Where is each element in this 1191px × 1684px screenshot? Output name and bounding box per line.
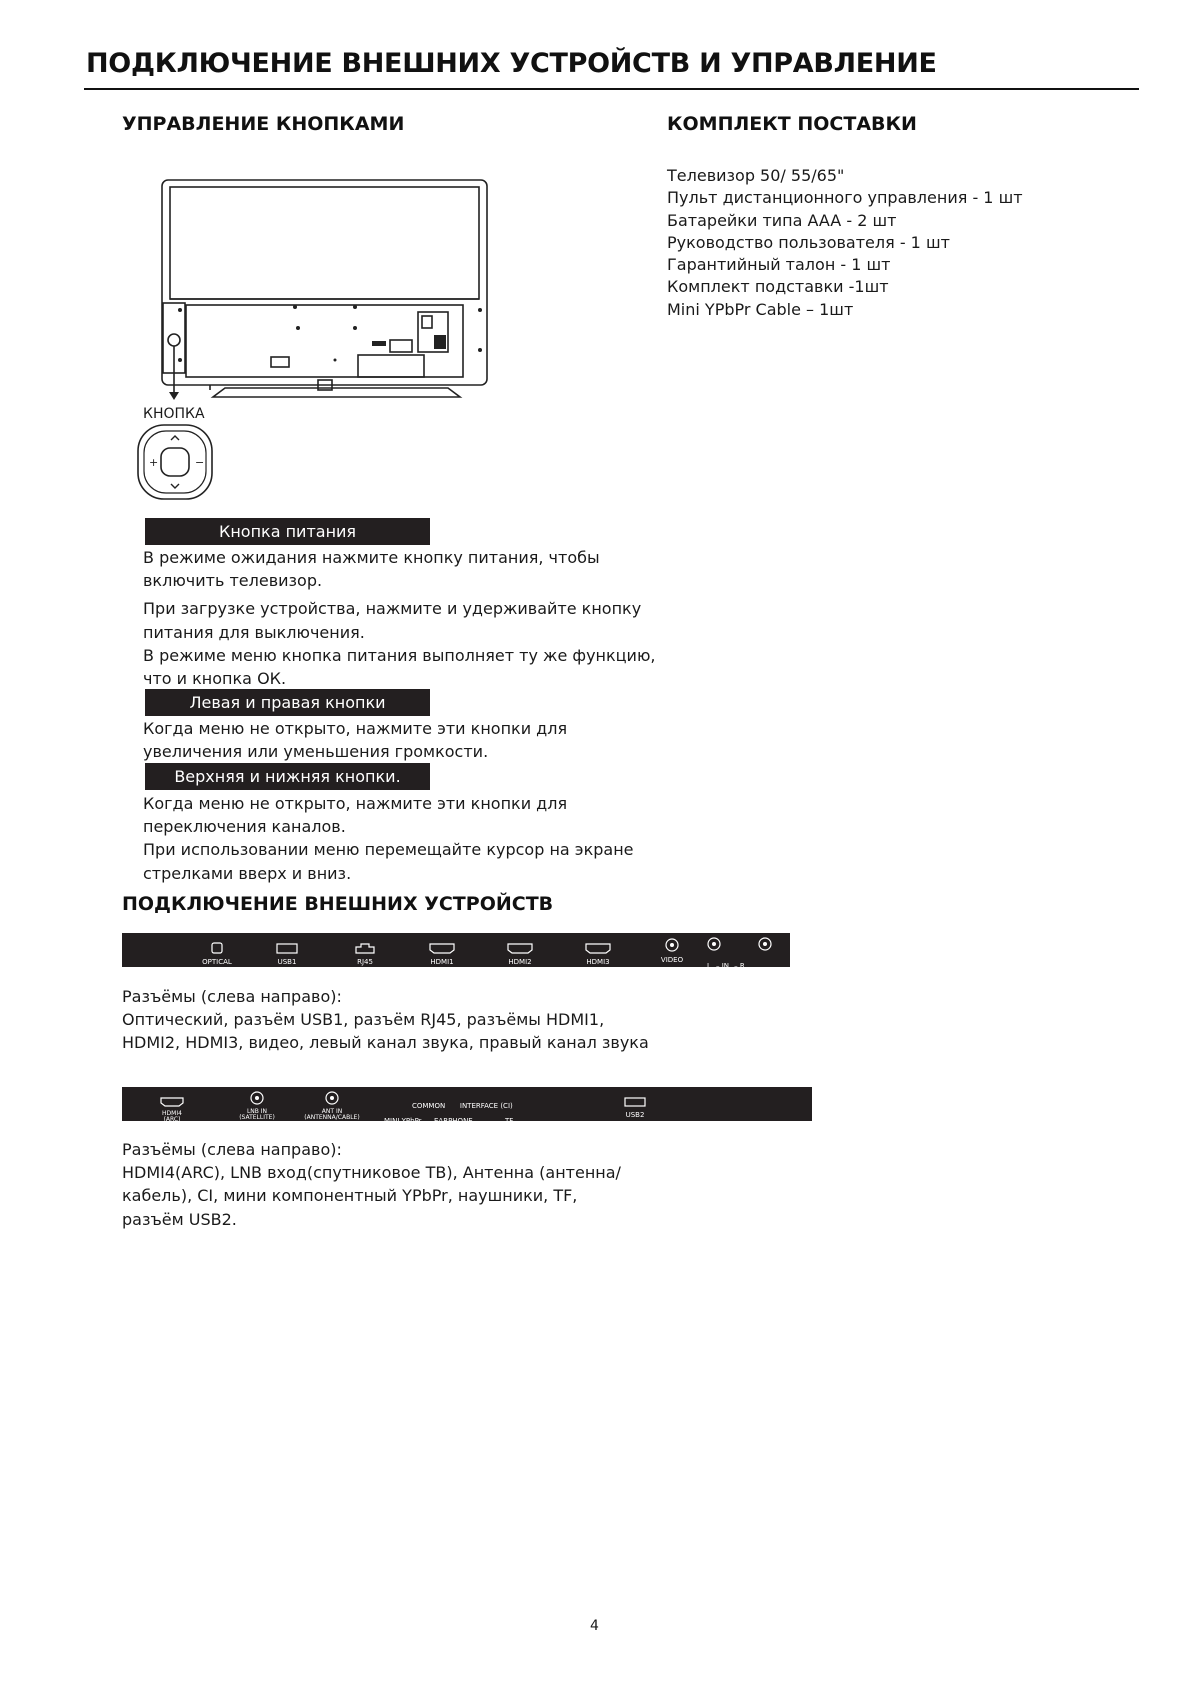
rca-jack-icon [707, 937, 721, 951]
text-line: переключения каналов. [143, 817, 346, 837]
ant-in-port [297, 1090, 367, 1121]
port-label: (SATELLITE) [239, 1114, 275, 1121]
text-line: При использовании меню перемещайте курсор на экране [143, 840, 634, 860]
svg-text:−: − [195, 456, 205, 469]
hdmi3-port [578, 939, 618, 966]
coax-jack-icon [250, 1091, 264, 1105]
hdmi2-port [500, 939, 540, 966]
usb2-port [615, 1092, 655, 1119]
port-label: LNB IN [246, 1108, 268, 1115]
port-label: HDMI4 [162, 1110, 182, 1117]
port-label: VIDEO [660, 956, 684, 964]
connector-panel-2 [122, 1087, 812, 1125]
connections-heading: ПОДКЛЮЧЕНИЕ ВНЕШНИХ УСТРОЙСТВ [122, 893, 554, 915]
port-label: HDMI3 [586, 958, 610, 966]
list-item: Телевизор 50/ 55/65" [667, 166, 845, 185]
text-line: HDMI4(ARC), LNB вход(спутниковое ТВ), Антенна (антенна/ [122, 1163, 621, 1183]
port-label: (ANTENNA/CABLE) [304, 1114, 360, 1121]
rj45-port [345, 939, 385, 966]
list-item: Гарантийный талон - 1 шт [667, 255, 891, 275]
left-right-buttons-bar: Левая и правая кнопки [145, 689, 430, 716]
list-item: Комплект подставки -1шт [667, 277, 889, 297]
port-label: OPTICAL [202, 958, 232, 966]
video-port [652, 937, 692, 964]
audio-in-label: L – IN – R [707, 962, 745, 970]
optical-port-icon [211, 942, 223, 954]
text-line: увеличения или уменьшения громкости. [143, 742, 489, 762]
text-line: Разъёмы (слева направо): [122, 987, 342, 1006]
optical-port [192, 939, 242, 966]
usb-port-icon [276, 942, 298, 954]
port-label: USB2 [625, 1111, 645, 1119]
list-item: Пульт дистанционного управления - 1 шт [667, 188, 1023, 208]
hdmi-port-icon [585, 942, 611, 954]
text-line: разъём USB2. [122, 1209, 237, 1229]
hdmi-port-icon [507, 942, 533, 954]
up-down-buttons-bar: Верхняя и нижняя кнопки. [145, 763, 430, 790]
text-line: В режиме ожидания нажмите кнопку питания, чтобы [143, 548, 600, 567]
usb-port-icon [624, 1097, 646, 1107]
text-line: В режиме меню кнопка питания выполняет ту же функцию, [143, 645, 656, 665]
left-right-buttons-text [143, 717, 643, 763]
text-line: питания для выключения. [143, 622, 365, 642]
common-interface-label: COMMON INTERFACE (CI) [412, 1102, 513, 1110]
list-item: Руководство пользователя - 1 шт [667, 232, 950, 252]
package-heading: КОМПЛЕКТ ПОСТАВКИ [667, 113, 917, 135]
hdmi-port-icon [429, 942, 455, 954]
text-line: стрелками вверх и вниз. [143, 863, 352, 883]
package-list [667, 165, 1023, 321]
port-label: RJ45 [357, 958, 373, 966]
svg-text:+: + [149, 456, 159, 469]
port-label: ANT IN [321, 1108, 343, 1115]
usb1-port [267, 939, 307, 966]
text-line: Оптический, разъём USB1, разъём RJ45, разъёмы HDMI1, [122, 1010, 605, 1030]
text-line: Разъёмы (слева направо): [122, 1140, 342, 1159]
panel-2-description [122, 1138, 622, 1231]
up-down-buttons-text [143, 792, 643, 885]
button-label: КНОПКА [143, 406, 205, 422]
text-line: При загрузке устройства, нажмите и удерживайте кнопку [143, 599, 642, 619]
port-label: USB1 [277, 958, 297, 966]
text-line: HDMI2, HDMI3, видео, левый канал звука, правый канал звука [122, 1033, 649, 1053]
tv-rear-illustration [150, 175, 500, 415]
list-item: Батарейки типа AAA - 2 шт [667, 210, 897, 230]
port-label: HDMI1 [430, 958, 454, 966]
earphone-label: EARPHONE [434, 1117, 473, 1125]
lnb-in-port [232, 1090, 282, 1121]
port-label: (ARC) [163, 1116, 181, 1123]
text-line: Когда меню не открыто, нажмите эти кнопки для [143, 794, 568, 813]
hdmi-port-icon [160, 1097, 184, 1107]
title-rule [84, 88, 1139, 90]
port-label: HDMI2 [508, 958, 532, 966]
page-title: ПОДКЛЮЧЕНИЕ ВНЕШНИХ УСТРОЙСТВ И УПРАВЛЕНИЕ [86, 48, 937, 79]
hdmi1-port [422, 939, 462, 966]
panel-1-description [122, 985, 649, 1055]
text-line: кабель), CI, мини компонентный YPbPr, наушники, TF, [122, 1186, 578, 1206]
tf-label: TF [505, 1117, 514, 1125]
text-line: включить телевизор. [143, 571, 323, 591]
rca-jack-icon [665, 938, 679, 952]
coax-jack-icon [325, 1091, 339, 1105]
text-line: Когда меню не открыто, нажмите эти кнопки для [143, 719, 568, 738]
list-item: Mini YPbPr Cable – 1шт [667, 299, 854, 319]
joystick-button-icon [135, 422, 215, 502]
button-control-heading: УПРАВЛЕНИЕ КНОПКАМИ [122, 113, 405, 135]
rca-jack-icon [758, 937, 772, 951]
text-line: что и кнопка ОК. [143, 669, 287, 689]
rj45-port-icon [355, 942, 375, 954]
hdmi4-port [152, 1092, 192, 1123]
page-number: 4 [590, 1618, 599, 1634]
connector-panel-1 [122, 933, 790, 970]
power-button-bar: Кнопка питания [145, 518, 430, 545]
mini-ypbpr-label: MINI YPbPr [384, 1117, 422, 1125]
power-button-text [143, 546, 656, 690]
